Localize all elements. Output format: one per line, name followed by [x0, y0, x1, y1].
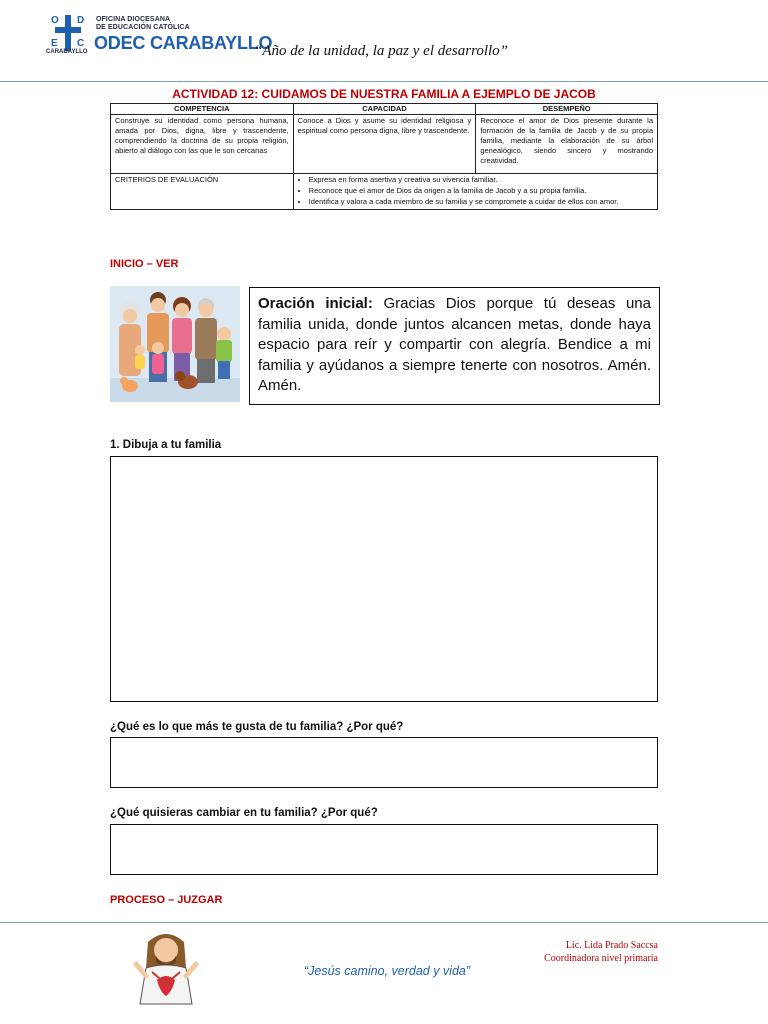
table-header-row — [111, 104, 658, 115]
criterio-item: • Identifica y valora a cada miembro de su familia y se compromete a cuidar de ellos con amor. — [309, 197, 655, 207]
logo-letter-d: D — [77, 15, 85, 26]
table-row — [111, 174, 658, 210]
footer-quote: “Jesús camino, verdad y vida” — [303, 964, 471, 978]
criterio-item: • Expresa en forma asertiva y creativa su vivencia familiar. — [309, 175, 655, 185]
logo-office-line1: OFICINA DIOCESANA — [96, 16, 171, 23]
logo-name: ODEC CARABAYLLO — [94, 33, 273, 53]
answer-like-family-box[interactable] — [110, 737, 658, 788]
question-draw-family: 1. Dibuja a tu familia — [110, 439, 222, 451]
answer-change-family-box[interactable] — [110, 824, 658, 875]
prayer-label: Oración inicial: — [258, 295, 373, 312]
criterio-item: • Reconoce que el amor de Dios da origen a la familia de Jacob y a su propia familia. — [309, 186, 655, 196]
cell-criterios-label: CRITERIOS DE EVALUACIÓN — [111, 174, 294, 210]
signer-role: Coordinadora nivel primaria — [544, 953, 658, 964]
question-like-family: ¿Qué es lo que más te gusta de tu familia? ¿Por qué? — [110, 721, 404, 733]
inicio-heading: INICIO – VER — [110, 258, 179, 270]
header-divider — [0, 81, 768, 82]
signer-name: Lic. Lida Prado Saccsa — [565, 940, 658, 951]
activity-title: ACTIVIDAD 12: CUIDAMOS DE NUESTRA FAMILIA A EJEMPLO DE JACOB — [172, 87, 596, 101]
opening-prayer-box — [249, 287, 660, 405]
prayer-text: Gracias Dios porque tú deseas una familia unida, donde juntos alcancen metas, donde haya espacio para reír y compartir con alegría. Bendice a mi familia y ayúdanos a siempre tenerte con nosotros. Amén. Amén. — [258, 295, 651, 395]
header-desempeno: DESEMPEÑO — [476, 104, 658, 115]
proceso-heading: PROCESO – JUZGAR — [110, 894, 223, 906]
header-competencia: COMPETENCIA — [111, 104, 294, 115]
footer-divider — [0, 922, 768, 923]
cell-desempeno: Reconoce el amor de Dios presente durante la formación de la familia de Jacob y de su propia familia, mediante la elaboración de su árbol genealógico, siendo sincero y mostrando creatividad. — [476, 115, 658, 174]
logo-office-line2: DE EDUCACIÓN CATÓLICA — [96, 24, 190, 31]
logo-letter-e: E — [51, 38, 58, 49]
cell-competencia: Construye su identidad como persona humana, amada por Dios, digna, libre y trascendente, comprendiendo la doctrina de su propia religión, abierto al diálogo con las que le son cercanas — [111, 115, 294, 174]
logo-letter-c: C — [77, 38, 85, 49]
competency-table — [110, 103, 658, 210]
year-motto: “Año de la unidad, la paz y el desarrollo” — [254, 43, 509, 59]
question-change-family: ¿Qué quisieras cambiar en tu familia? ¿Por qué? — [110, 807, 378, 819]
header-capacidad: CAPACIDAD — [293, 104, 476, 115]
logo-subtitle: CARABAYLLO — [46, 49, 88, 55]
logo-office-text — [96, 16, 190, 32]
family-illustration — [110, 286, 240, 402]
table-row — [111, 115, 658, 174]
draw-family-area[interactable] — [110, 456, 658, 702]
cell-criterios — [293, 174, 657, 210]
cell-capacidad: Conoce a Dios y asume su identidad religiosa y espiritual como persona digna, libre y trascendente. — [293, 115, 476, 174]
logo-letter-o: O — [51, 15, 59, 26]
